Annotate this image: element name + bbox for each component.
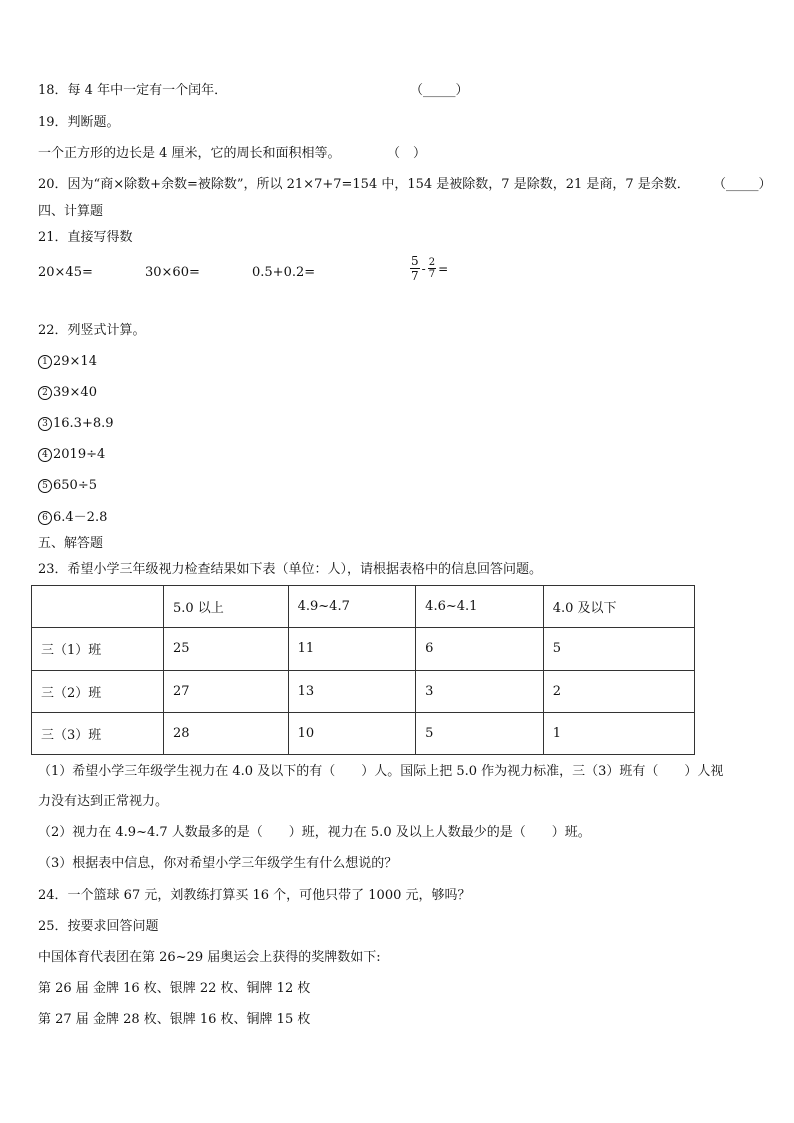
list-item [38, 353, 97, 371]
question-18: 18．每 4 年中一定有一个闰年． [38, 83, 228, 98]
table-cell: 10 [288, 712, 416, 754]
question-19-title: 19．判断题。 [38, 115, 120, 130]
table-cell: 11 [288, 628, 416, 670]
list-item [38, 509, 107, 527]
question-23-sub3: （3）根据表中信息，你对希望小学三年级学生有什么想说的？ [38, 856, 398, 871]
section-heading-calculation: 四、计算题 [38, 204, 104, 219]
table-cell: 25 [164, 628, 289, 670]
table-row [32, 670, 695, 712]
table-row [32, 712, 695, 754]
minus-sign: - [421, 261, 426, 276]
list-item [38, 446, 105, 464]
table-header-cell [32, 586, 164, 628]
table-cell: 27 [164, 670, 289, 712]
table-cell: 28 [164, 712, 289, 754]
fraction [410, 254, 420, 283]
circled-number: 3 [38, 417, 52, 431]
expression: 650÷5 [53, 478, 97, 493]
question-19: 一个正方形的边长是 4 厘米，它的周长和面积相等。 [38, 146, 341, 161]
circled-number: 5 [38, 479, 52, 493]
medal-line: 第 26 届 金牌 16 枚、银牌 22 枚、铜牌 12 枚 [38, 981, 311, 996]
table-header-cell: 4.9~4.7 [288, 586, 416, 628]
table-header-cell: 4.6~4.1 [416, 586, 544, 628]
fraction [428, 257, 436, 280]
list-item [38, 384, 97, 402]
question-23-sub2: （2）视力在 4.9~4.7 人数最多的是（ ）班，视力在 5.0 及以上人数最少的是（ ）班。 [38, 825, 591, 840]
expression: 6.4－2.8 [53, 510, 108, 525]
expression: 2019÷4 [53, 447, 106, 462]
answer-blank-19[interactable]: （ ） [387, 146, 427, 161]
question-20: 20．因为“商×除数+余数=被除数”，所以 21×7+7=154 中，154 是被除数，7 是除数，21 是商，7 是余数． [38, 177, 690, 192]
table-header-cell: 5.0 以上 [164, 586, 289, 628]
expression: 16.3+8.9 [53, 416, 114, 431]
table-cell: 三（2）班 [32, 670, 164, 712]
question-24: 24．一个篮球 67 元，刘教练打算买 16 个，可他只带了 1000 元，够吗？ [38, 888, 471, 903]
calc-item: 0.5+0.2= [252, 265, 316, 280]
question-23-sub1: （1）希望小学三年级学生视力在 4.0 及以下的有（ ）人。国际上把 5.0 作为视力标准，三（3）班有（ ）人视 [38, 764, 724, 779]
question-21-title: 21．直接写得数 [38, 230, 133, 245]
question-22-title: 22．列竖式计算。 [38, 323, 146, 338]
table-cell: 5 [543, 628, 694, 670]
table-cell: 3 [416, 670, 544, 712]
denominator: 7 [411, 269, 419, 283]
table-cell: 三（3）班 [32, 712, 164, 754]
denominator: 7 [428, 269, 436, 280]
table-cell: 5 [416, 712, 544, 754]
question-23-sub1-cont: 力没有达到正常视力。 [38, 794, 169, 809]
medal-line: 第 27 届 金牌 28 枚、银牌 16 枚、铜牌 15 枚 [38, 1012, 311, 1027]
expression: 39×40 [53, 385, 97, 400]
circled-number: 1 [38, 355, 52, 369]
list-item [38, 415, 114, 433]
circled-number: 4 [38, 448, 52, 462]
vision-table [31, 585, 695, 755]
table-cell: 1 [543, 712, 694, 754]
expression: 29×14 [53, 354, 97, 369]
table-header-cell: 4.0 及以下 [543, 586, 694, 628]
table-cell: 2 [543, 670, 694, 712]
calc-item: 30×60= [145, 265, 200, 280]
answer-blank-18[interactable]: （_____） [410, 83, 469, 98]
table-cell: 三（1）班 [32, 628, 164, 670]
question-25-title: 25．按要求回答问题 [38, 919, 159, 934]
table-cell: 6 [416, 628, 544, 670]
section-heading-answers: 五、解答题 [38, 536, 104, 551]
table-header-row [32, 586, 695, 628]
equals-sign: = [438, 261, 449, 276]
numerator: 2 [428, 257, 436, 268]
circled-number: 2 [38, 386, 52, 400]
fraction-expression [408, 254, 448, 283]
table-row [32, 628, 695, 670]
question-25-intro: 中国体育代表团在第 26~29 届奥运会上获得的奖牌数如下: [38, 950, 381, 965]
numerator: 5 [411, 254, 419, 268]
calc-item: 20×45= [38, 265, 93, 280]
circled-number: 6 [38, 511, 52, 525]
answer-blank-20[interactable]: （_____） [713, 177, 772, 192]
table-cell: 13 [288, 670, 416, 712]
list-item [38, 477, 97, 495]
question-23-title: 23．希望小学三年级视力检查结果如下表（单位：人），请根据表格中的信息回答问题。 [38, 562, 543, 577]
